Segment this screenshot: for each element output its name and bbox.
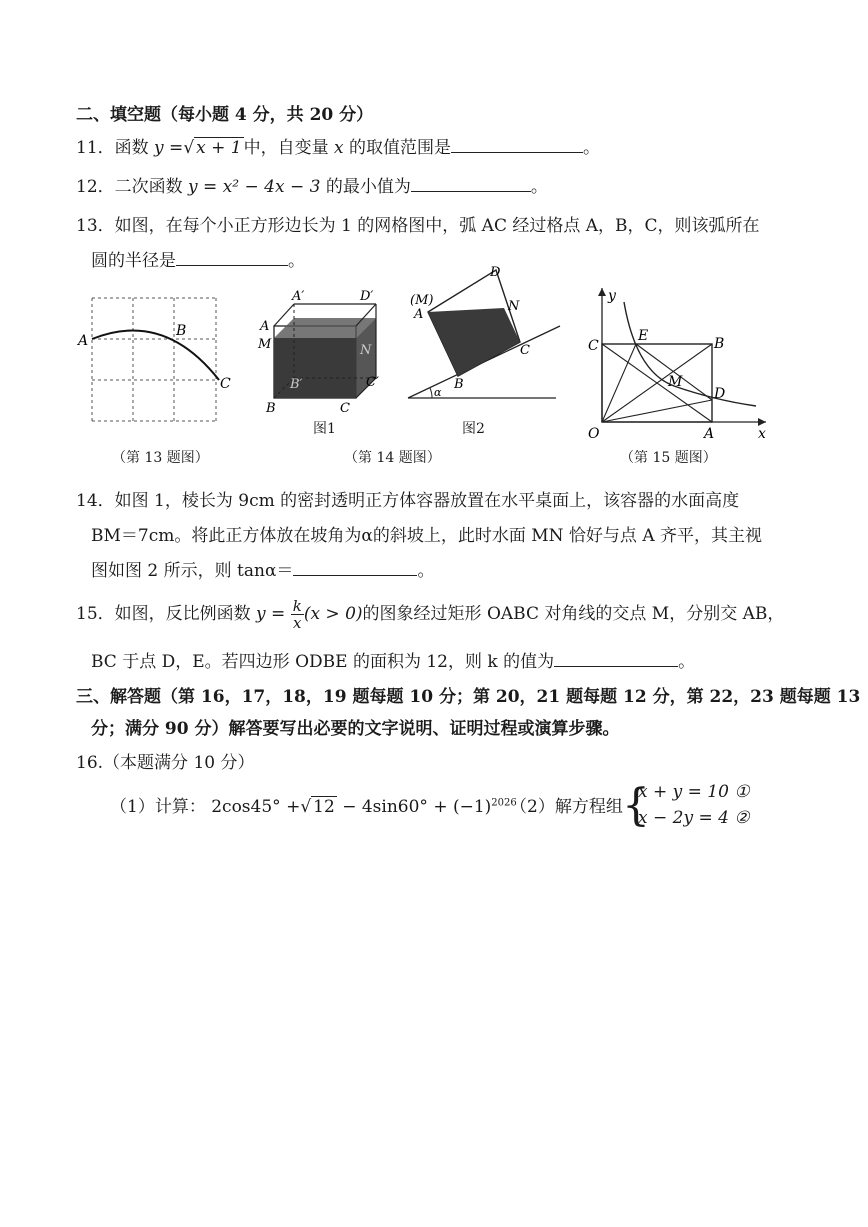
q11-end: 。 xyxy=(583,138,601,158)
fig15-label-b: B xyxy=(714,336,725,352)
q11-number: 11． xyxy=(76,138,115,158)
fig15-caption: （第 15 题图） xyxy=(620,450,717,466)
q16-part1-sqrt: 12 xyxy=(313,797,335,817)
fig14-2-label-b: B xyxy=(454,377,464,392)
q15-frac-num: k xyxy=(292,597,302,615)
fig14-label-n: N xyxy=(360,343,372,358)
q11-post2: 的取值范围是 xyxy=(349,138,452,158)
question-14-line-3 xyxy=(91,556,434,581)
q16-eq1: x + y = 10 ① xyxy=(638,782,750,802)
fig15-label-e: E xyxy=(638,328,649,344)
fig14-caption: （第 14 题图） xyxy=(344,450,441,466)
fig15-label-o: O xyxy=(588,426,600,442)
q15-end: 。 xyxy=(678,652,696,672)
question-13-line-2 xyxy=(91,246,305,271)
q16-eq2: x − 2y = 4 ② xyxy=(638,808,750,828)
q12-answer-blank[interactable] xyxy=(411,177,531,192)
q16-sqrt-sign: √ xyxy=(300,797,312,817)
question-16-part-2-label: （2）解方程组 xyxy=(510,797,623,817)
q16-part1-a: 2cos45° + xyxy=(211,797,301,817)
q14-line2: BM＝7cm。将此正方体放在坡角为α的斜坡上，此时水面 MN 恰好与点 A 齐平，其主视 xyxy=(91,526,763,546)
q14-number: 14． xyxy=(76,491,115,511)
q16-part1-exp: 2026 xyxy=(491,797,517,809)
fig15-label-a: A xyxy=(704,426,715,442)
q12-number: 12． xyxy=(76,177,115,197)
question-14-line-1 xyxy=(76,486,739,511)
fig13-caption: （第 13 题图） xyxy=(112,450,209,466)
fig14-label-d-prime: D′ xyxy=(360,289,374,304)
fig14-2-label-m: (M) xyxy=(410,293,434,308)
fig14-2-label-n: N xyxy=(508,299,520,314)
q13-line2: 圆的半径是 xyxy=(91,251,176,271)
question-11 xyxy=(76,133,600,158)
fig14-label-c-prime: C′ xyxy=(366,375,379,390)
q11-sqrt-sign: √ xyxy=(183,138,195,158)
fig14-label-b-prime: B′ xyxy=(290,377,303,392)
q15-fraction xyxy=(291,598,304,631)
q15-cond: (x > 0) xyxy=(303,604,363,624)
fig13-label-c: C xyxy=(220,376,231,392)
question-13-line-1 xyxy=(76,211,760,236)
fig15-label-y: y xyxy=(608,288,616,304)
fig14-fig1-label: 图1 xyxy=(313,421,336,437)
q15-lhs: y = xyxy=(256,604,286,624)
q15-line2: BC 于点 D，E。若四边形 ODBE 的面积为 12，则 k 的值为 xyxy=(91,652,555,672)
fig14-2-label-alpha: α xyxy=(434,386,442,399)
fig14-label-a-prime: A′ xyxy=(292,289,305,304)
q15-post: 的图象经过矩形 OABC 对角线的交点 M，分别交 AB， xyxy=(362,604,785,624)
fig15-label-x: x xyxy=(758,426,766,442)
fig13-label-a: A xyxy=(78,333,89,349)
q12-post: 的最小值为 xyxy=(325,177,411,197)
fig14-2-label-c: C xyxy=(520,343,530,358)
figure-15 xyxy=(584,282,774,442)
fig14-label-c: C xyxy=(340,401,350,416)
fig15-label-c: C xyxy=(588,338,599,354)
q15-frac-den: x xyxy=(293,614,302,632)
fig14-label-m: M xyxy=(258,337,272,352)
fig14-2-label-d: D xyxy=(490,265,501,280)
q14-line3: 图如图 2 所示，则 tanα＝ xyxy=(91,561,294,581)
question-15-line-1 xyxy=(76,598,784,631)
q11-var: x xyxy=(334,138,344,158)
q13-line1: 如图，在每个小正方形边长为 1 的网格图中，弧 AC 经过格点 A，B，C，则该弧所在 xyxy=(114,216,760,236)
section-2-header: 二、填空题（每小题 4 分，共 20 分） xyxy=(76,105,374,125)
q12-end: 。 xyxy=(530,177,548,197)
q13-end: 。 xyxy=(288,251,305,271)
q12-formula: y = x² − 4x − 3 xyxy=(188,177,321,197)
q16-system-brace: { xyxy=(622,780,650,831)
q14-line1: 如图 1，棱长为 9cm 的密封透明正方体容器放置在水平桌面上，该容器的水面高度 xyxy=(114,491,740,511)
q15-answer-blank[interactable] xyxy=(554,652,678,667)
fig14-fig2-label: 图2 xyxy=(462,421,485,437)
q11-formula-lhs: y = xyxy=(154,138,184,158)
fig14-2-label-a: A xyxy=(414,307,424,322)
q11-answer-blank[interactable] xyxy=(451,138,583,153)
q14-answer-blank[interactable] xyxy=(293,561,417,576)
fig14-label-b: B xyxy=(266,401,276,416)
q16-equation-system xyxy=(622,782,752,834)
section-3-header-line-2: 分；满分 90 分）解答要写出必要的文字说明、证明过程或演算步骤。 xyxy=(91,719,620,739)
fig13-label-b: B xyxy=(176,323,187,339)
section-3-header-line-1: 三、解答题（第 16，17，18，19 题每题 10 分；第 20，21 题每题 12 分，第 22，23 题每题 13 xyxy=(76,687,861,707)
q11-pre: 函数 xyxy=(114,138,149,158)
figure-14-slope xyxy=(404,262,574,412)
question-15-line-2 xyxy=(91,647,695,672)
fig15-label-d: D xyxy=(714,386,726,402)
q11-radicand: x + 1 xyxy=(196,138,242,158)
figure-13 xyxy=(74,290,244,430)
fig14-label-a: A xyxy=(260,319,270,334)
q16-part1-b: − 4sin60° + (−1) xyxy=(342,797,492,817)
q11-post: 中，自变量 xyxy=(243,138,329,158)
figure-14-cube xyxy=(256,286,396,426)
fig15-label-m: M xyxy=(668,374,683,390)
q15-number: 15． xyxy=(76,604,115,624)
q14-end: 。 xyxy=(417,561,435,581)
question-16-part-1 xyxy=(110,792,517,817)
q13-answer-blank[interactable] xyxy=(176,251,288,266)
question-12 xyxy=(76,172,548,197)
q12-pre: 二次函数 xyxy=(114,177,183,197)
q15-pre: 如图，反比例函数 xyxy=(114,604,251,624)
question-14-line-2 xyxy=(91,521,762,546)
q13-number: 13． xyxy=(76,216,115,236)
q16-part1-label: （1）计算： xyxy=(110,797,206,817)
question-16-header: 16.（本题满分 10 分） xyxy=(76,753,255,773)
